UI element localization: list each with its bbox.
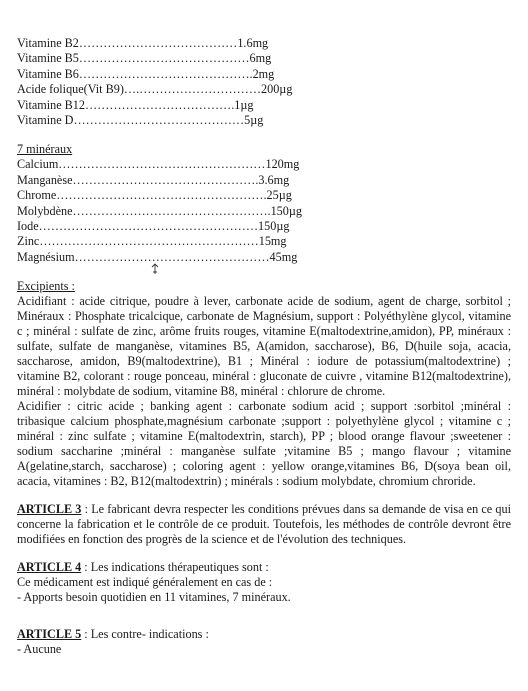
vitamin-row-label: Vitamine B2 — [17, 36, 79, 50]
mineral-row-value: 3.6mg — [258, 172, 290, 187]
mineral-row-value: 15mg — [258, 234, 287, 249]
vitamins-list — [17, 36, 511, 128]
mineral-row-value: 150µg — [270, 203, 302, 218]
vitamin-row-label: Acide folique(Vit B9) — [17, 82, 124, 97]
mineral-row — [17, 188, 511, 203]
mineral-row-dots: ……………………………………………… — [39, 234, 259, 249]
article-4 — [17, 560, 511, 605]
mineral-row-dots: ……………………………………………. — [56, 188, 267, 203]
excipients-english-paragraph: Acidifier : citric acide ; banking agent : carbonate sodium acid ; support :sorbitol ;minéral : tribasique calcium phosphate,magnésium carbonate ;support : polyethylène glycol ; vitamine c ; minéral : zinc sulfate ; vitamine E(maltodextrin, starch), PP ; blood orange flavour ;sweetener : sodium saccharine ;minéral : manganèse sulfate ;vitamine B5 ; mango flavour ; vitamine A(gelatine,starch, saccharose) ; coloring agent : yellow orange,vitamines B6, D(soya bean oil, acacia, vitamines : B2, B12(maltodextrin) ; minérals : sodium molybdate, chromium chroride. — [17, 399, 511, 489]
mineral-row-dots: ……………………………………………… — [38, 218, 259, 233]
minerals-heading: 7 minéraux — [17, 142, 73, 157]
vitamin-row-dots: …………………………………… — [78, 51, 250, 66]
vitamin-row-dots: ………………………………… — [78, 36, 238, 50]
mineral-row — [17, 219, 511, 234]
mineral-row-value: 45mg — [269, 249, 298, 264]
vitamin-row-value: 5µg — [244, 112, 264, 127]
mineral-row-label: Zinc — [17, 234, 40, 249]
minerals-list — [17, 157, 511, 265]
vitamin-row — [17, 36, 511, 51]
article-5 — [17, 627, 511, 657]
vitamin-row-dots: ….………………………… — [123, 82, 262, 97]
mineral-row-dots: …………………………………………… — [58, 157, 266, 172]
vitamin-row-label: Vitamine B12 — [17, 97, 85, 112]
mineral-row-label: Iode — [17, 218, 39, 233]
article-5-title: ARTICLE 5 — [17, 627, 82, 642]
vitamin-row-value: 6mg — [249, 51, 272, 66]
article-5-text: : Les contre- indications : — [81, 627, 209, 642]
article-4-line-3: - Apports besoin quotidien en 11 vitamines, 7 minéraux. — [17, 590, 291, 605]
mineral-row-value: 150µg — [258, 218, 290, 233]
vitamin-row — [17, 113, 511, 128]
article-4-text: : Les indications thérapeutiques sont : — [81, 560, 269, 575]
mineral-row-label: Manganèse — [17, 172, 73, 187]
excipients-heading: Excipients : — [17, 279, 75, 294]
article-4-line-2: Ce médicament est indiqué généralement en cas de : — [17, 575, 273, 590]
mineral-row — [17, 204, 511, 219]
vitamin-row-value: 1µg — [234, 97, 254, 112]
excipients-french-paragraph: Acidifiant : acide citrique, poudre à lever, carbonate acide de sodium, agent de charge, sorbitol ; Minéraux : Phosphate tricalcique, carbonate de Magnésium, support : Polyéthylène glycol, vitamine c ; minéral : sulfate de zinc, arôme fruits rouges, vitamine E(maltodextrine,amidon), PP, minéraux : sulfate, sulfate de manganèse, vitamines B5, A(amidon, saccharose), B6, D(huile soja, acacia, saccharose, amidon, B9(maltodextrine), B1 ; Minéral : iodure de potassium(maltodextrine) ; vitamine B2, colorant : rouge ponceau, minéral : gluconate de cuivre , vitamine B12(maltodextrine), minéral : molybdate de sodium, vitamine B8, minéral : chlorure de chrome. — [17, 294, 511, 399]
vitamin-row — [17, 98, 511, 113]
vitamin-row-value: 1.6mg — [237, 36, 269, 50]
mineral-row-value: 25µg — [266, 188, 292, 203]
document-page — [17, 36, 511, 657]
mineral-row-label: Chrome — [17, 188, 57, 203]
scan-mark-icon — [150, 263, 160, 275]
vitamin-row-label: Vitamine D — [17, 112, 74, 127]
vitamin-row-value: 2mg — [252, 66, 275, 81]
vitamin-row-dots: ……………………………………. — [78, 66, 253, 81]
vitamin-row-dots: …………………………………… — [73, 112, 245, 127]
mineral-row — [17, 250, 511, 265]
vitamin-row-label: Vitamine B6 — [17, 66, 79, 81]
mineral-row — [17, 173, 511, 188]
article-4-title: ARTICLE 4 — [17, 560, 82, 575]
mineral-row-value: 120mg — [265, 157, 300, 172]
vitamin-row-label: Vitamine B5 — [17, 51, 79, 66]
mineral-row-label: Molybdène — [17, 203, 73, 218]
vitamin-row — [17, 82, 511, 97]
mineral-row-label: Calcium — [17, 157, 59, 172]
mineral-row-dots: ………………………………………… — [74, 249, 270, 264]
mineral-row — [17, 234, 511, 249]
article-3-text: : Le fabricant devra respecter les conditions prévues dans sa demande de visa en ce qui concerne la fabrication et le contrôle de ce produit. Toutefois, les méthodes de contrôle devront être modifiées en fonction des progrès de la science et de l'évolution des techniques. — [17, 502, 511, 547]
article-5-line-2: - Aucune — [17, 642, 62, 657]
vitamin-row-dots: ………………………………. — [84, 97, 235, 112]
mineral-row — [17, 157, 511, 172]
mineral-row-dots: ………………………………………. — [72, 172, 259, 187]
article-3 — [17, 502, 511, 547]
vitamin-row-value: 200µg — [261, 82, 293, 97]
mineral-row-dots: …………………………………………. — [72, 203, 271, 218]
vitamin-row — [17, 67, 511, 82]
vitamin-row — [17, 51, 511, 66]
mineral-row-label: Magnésium — [17, 249, 75, 264]
article-3-title: ARTICLE 3 — [17, 502, 82, 517]
